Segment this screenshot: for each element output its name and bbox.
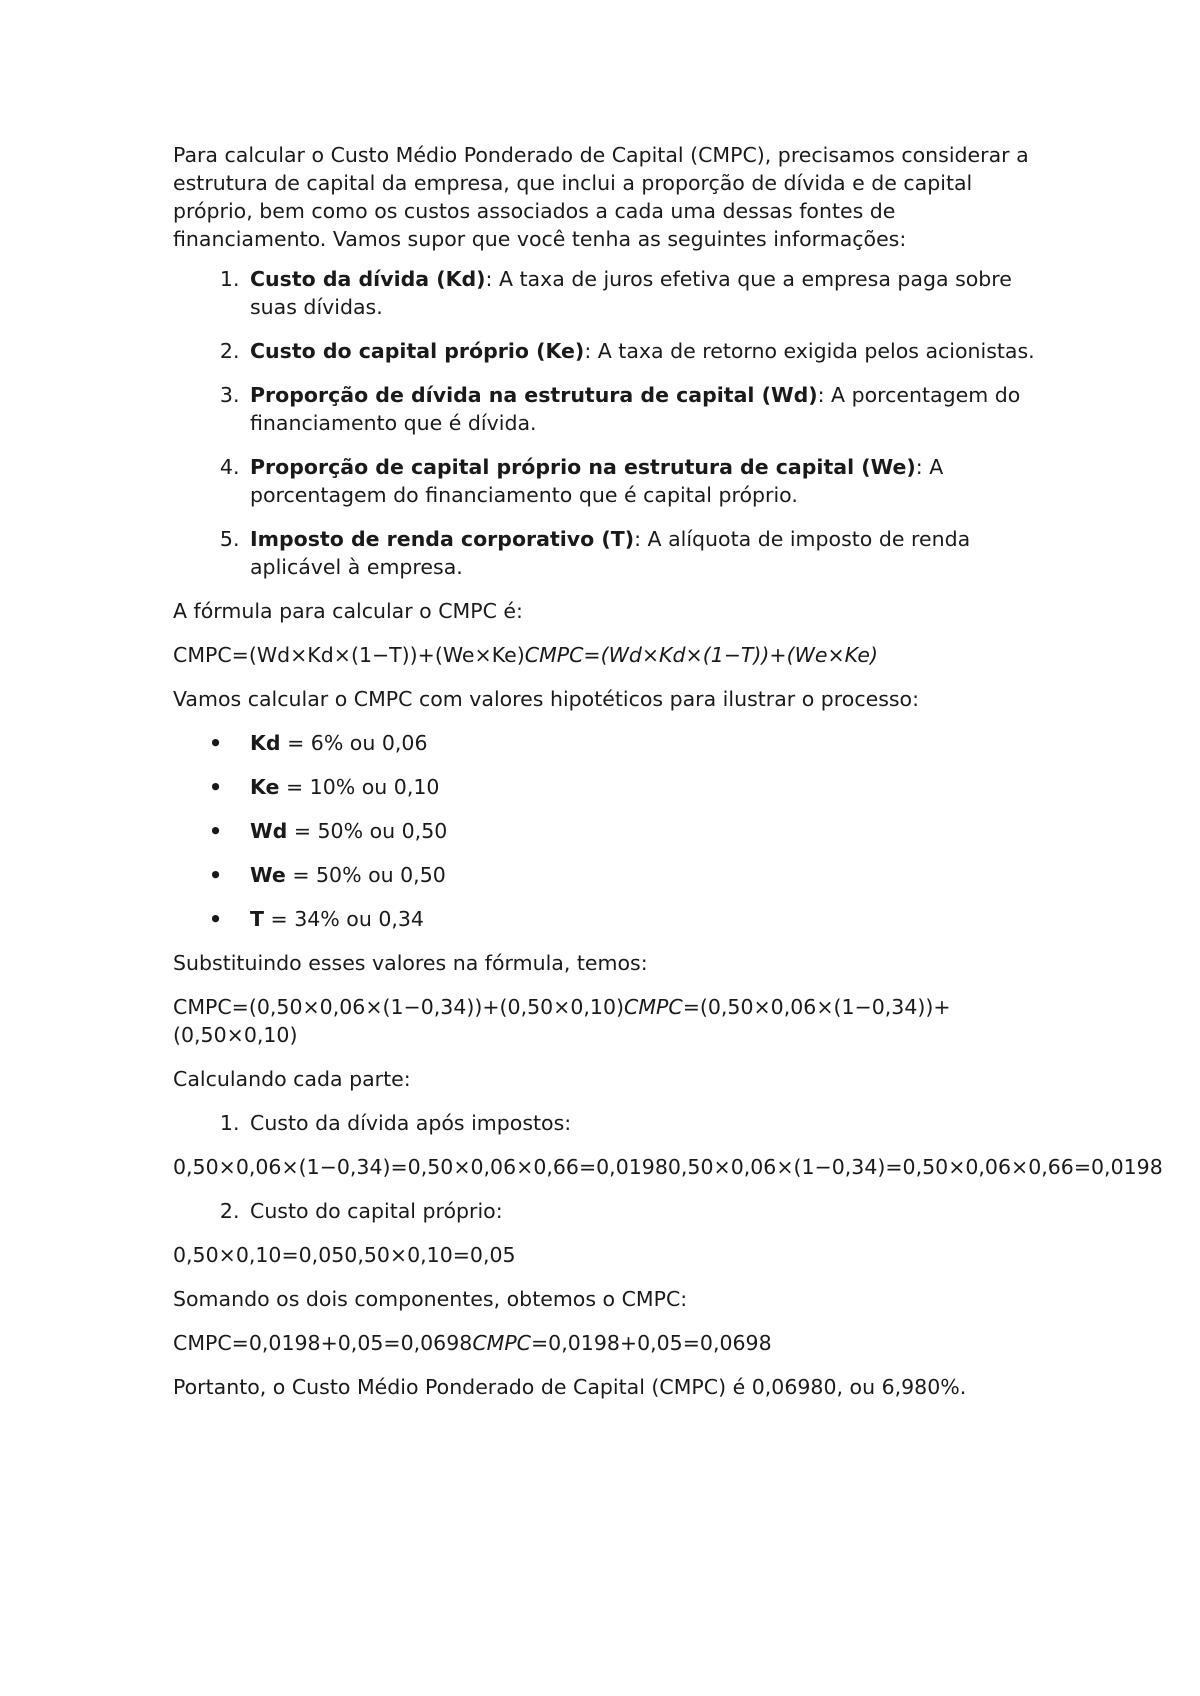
list-item	[246, 265, 1053, 321]
step2-equation: 0,50×0,10=0,050,50×0,10=0,05	[173, 1243, 516, 1267]
term-wd: Proporção de dívida na estrutura de capital (Wd)	[250, 383, 818, 407]
desc-ke: : A taxa de retorno exigida pelos acionistas.	[584, 339, 1035, 363]
value-desc-kd: = 6% ou 0,06	[280, 731, 428, 755]
formula-equation	[173, 641, 1053, 669]
step2-list	[173, 1197, 1053, 1225]
list-item	[246, 773, 1053, 801]
substitution-equation	[173, 993, 1053, 1049]
list-item	[246, 525, 1053, 581]
desc-we: : A porcentagem do financiamento que é capital próprio.	[250, 455, 944, 507]
list-item	[246, 905, 1053, 933]
term-ke: Custo do capital próprio (Ke)	[250, 339, 585, 363]
value-term-t: T	[250, 907, 264, 931]
substitution-italic: CMPC	[624, 995, 683, 1019]
substitution-rest: =(0,50×0,06×(1−0,34))+(0,50×0,10)	[173, 995, 951, 1047]
document-page	[173, 141, 1163, 1417]
intro-paragraph: Para calcular o Custo Médio Ponderado de Capital (CMPC), precisamos considerar a estrutura de capital da empresa, que inclui a proporção de dívida e de capital próprio, bem como os custos associados a cada uma dessas fontes de financiamento. Vamos supor que você tenha as seguintes informações:	[173, 143, 1029, 251]
step1-list	[173, 1109, 1053, 1137]
formula-intro: A fórmula para calcular o CMPC é:	[173, 599, 523, 623]
list-item	[246, 337, 1053, 365]
calc-intro: Calculando cada parte:	[173, 1067, 411, 1091]
value-term-wd: Wd	[250, 819, 288, 843]
list-item	[246, 817, 1053, 845]
value-term-ke: Ke	[250, 775, 280, 799]
term-kd: Custo da dívida (Kd)	[250, 267, 486, 291]
sum-equation	[173, 1329, 1053, 1357]
list-item	[246, 453, 1053, 509]
desc-t: : A alíquota de imposto de renda aplicável à empresa.	[250, 527, 971, 579]
step1-equation: 0,50×0,06×(1−0,34)=0,50×0,06×0,66=0,01980,50×0,06×(1−0,34)=0,50×0,06×0,66=0,0198	[173, 1155, 1163, 1179]
sum-intro: Somando os dois componentes, obtemos o CMPC:	[173, 1287, 688, 1311]
formula-plain: CMPC=(Wd×Kd×(1−T))+(We×Ke)	[173, 643, 525, 667]
list-item	[246, 381, 1053, 437]
desc-wd: : A porcentagem do financiamento que é dívida.	[250, 383, 1021, 435]
term-t: Imposto de renda corporativo (T)	[250, 527, 635, 551]
value-desc-ke: = 10% ou 0,10	[279, 775, 440, 799]
value-desc-wd: = 50% ou 0,50	[287, 819, 448, 843]
desc-kd: : A taxa de juros efetiva que a empresa paga sobre suas dívidas.	[250, 267, 1012, 319]
value-desc-we: = 50% ou 0,50	[285, 863, 446, 887]
value-term-kd: Kd	[250, 731, 281, 755]
value-term-we: We	[250, 863, 286, 887]
list-item: 2. Custo do capital próprio:	[246, 1197, 1053, 1225]
conclusion: Portanto, o Custo Médio Ponderado de Capital (CMPC) é 0,06980, ou 6,980%.	[173, 1375, 967, 1399]
term-we: Proporção de capital próprio na estrutura de capital (We)	[250, 455, 916, 479]
formula-italic: CMPC=(Wd×Kd×(1−T))+(We×Ke)	[524, 643, 878, 667]
sum-plain: CMPC=0,0198+0,05=0,0698	[173, 1331, 473, 1355]
list-item	[246, 861, 1053, 889]
sum-italic: CMPC	[472, 1331, 531, 1355]
values-list	[173, 729, 1053, 933]
sum-rest: =0,0198+0,05=0,0698	[531, 1331, 772, 1355]
substitution-intro: Substituindo esses valores na fórmula, temos:	[173, 951, 648, 975]
components-list	[173, 265, 1053, 581]
list-item	[246, 729, 1053, 757]
list-item: 1. Custo da dívida após impostos:	[246, 1109, 1053, 1137]
values-intro: Vamos calcular o CMPC com valores hipotéticos para ilustrar o processo:	[173, 687, 920, 711]
value-desc-t: = 34% ou 0,34	[263, 907, 424, 931]
substitution-plain: CMPC=(0,50×0,06×(1−0,34))+(0,50×0,10)	[173, 995, 624, 1019]
